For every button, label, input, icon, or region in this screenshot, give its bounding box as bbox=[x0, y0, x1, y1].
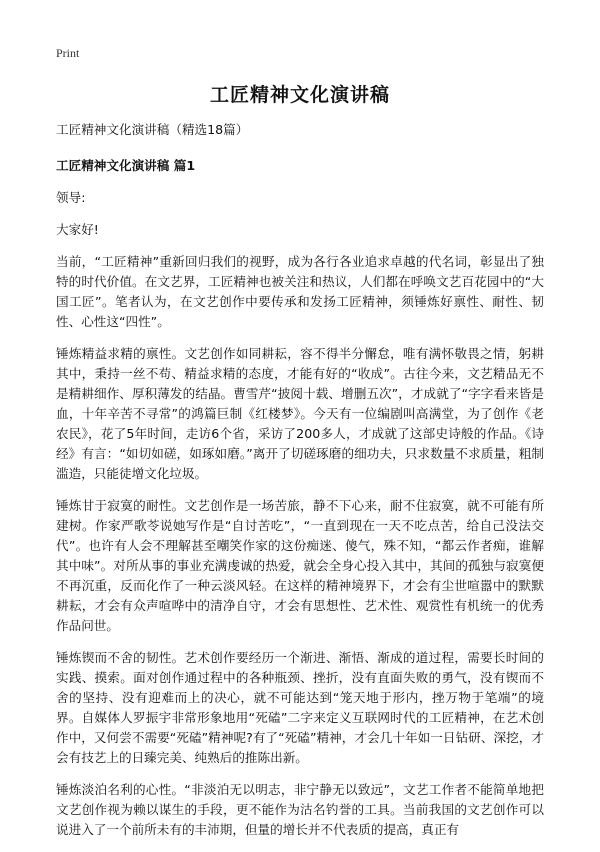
document-title: 工匠精神文化演讲稿 bbox=[209, 84, 390, 106]
paragraph: 当前，“工匠精神”重新回归我们的视野，成为各行各业追求卓越的代名词，彰显出了独特的时代价值。在文艺界，工匠精神也被关注和热议，人们都在呼唤文艺百花园中的“大国工匠”。笔者认为，在文艺创作中要传承和发扬工匠精神，须锤炼好禀性、耐性、韧性、心性这“四性”。 bbox=[56, 254, 544, 329]
salutation-leaders: 领导: bbox=[56, 190, 86, 205]
paragraph: 锤炼淡泊名利的心性。“非淡泊无以明志，非宁静无以致远”，文艺工作者不能简单地把文艺创作视为赖以谋生的手段，更不能作为沽名钓誉的工具。当前我国的文艺创作可以说进入了一个前所未有的丰沛期，但量的增长并不代表质的提高，真正有 bbox=[56, 782, 544, 837]
document-body bbox=[56, 120, 544, 852]
paragraph: 锤炼精益求精的禀性。文艺创作如同耕耘，容不得半分懈怠，唯有满怀敬畏之情，躬耕其中，秉持一丝不苟、精益求精的态度，才能有好的“收成”。古往今来，文艺精品无不是精耕细作、厚积薄发的结晶。曹雪芹“披阅十载、增删五次”，才成就了“字字看来皆是血，十年辛苦不寻常”的鸿篇巨制《红楼梦》。今天有一位编剧叫高满堂，为了创作《老农民》，花了5年时间，走访6个省，采访了200多人，才成就了这部史诗般的作品。《诗经》有言：“如切如磋，如琢如磨。”离开了切磋琢磨的细功夫，只求数量不求质量，粗制滥造，只能徒增文化垃圾。 bbox=[56, 346, 544, 481]
paragraph: 锤炼甘于寂寞的耐性。文艺创作是一场苦旅，静不下心来，耐不住寂寞，就不可能有所建树。作家严歌苓说她写作是“自讨苦吃”，“一直到现在一天不吃点苦，给自己没法交代”。也许有人会不理解甚至嘲笑作家的这份痴迷、傻气，殊不知，“都云作者痴，谁解其中味”。对所从事的事业充满虔诚的热爱，就会全身心投入其中，其间的孤独与寂寞便不再沉重，反而化作了一种云淡风轻。在这样的精神境界下，才会有尘世喧嚣中的默默耕耘，才会有众声喧哗中的清净自守，才会有思想性、艺术性、观赏性有机统一的优秀作品问世。 bbox=[56, 498, 544, 633]
salutation-greeting: 大家好! bbox=[56, 222, 99, 237]
section-heading: 工匠精神文化演讲稿 篇1 bbox=[56, 158, 196, 173]
document-subtitle: 工匠精神文化演讲稿（精选18篇） bbox=[56, 122, 249, 137]
paragraph: 锤炼锲而不舍的韧性。艺术创作要经历一个渐进、渐悟、渐成的道过程，需要长时间的实践、摸索。面对创作通过程中的各种瓶颈、挫折，没有直面失败的勇气，没有锲而不舍的坚持、没有迎难而上的决心，就不可能达到“笼天地于形内，挫万物于笔端”的境界。自媒体人罗振宇非常形象地用“死磕”二字来定义互联网时代的工匠精神，在艺术创作中，又何尝不需要“死磕”精神呢?有了“死磕”精神，才会几十年如一日钻研、深挖，才会有技艺上的日臻完美、纯熟后的推陈出新。 bbox=[56, 650, 544, 765]
print-label: Print bbox=[56, 46, 80, 60]
